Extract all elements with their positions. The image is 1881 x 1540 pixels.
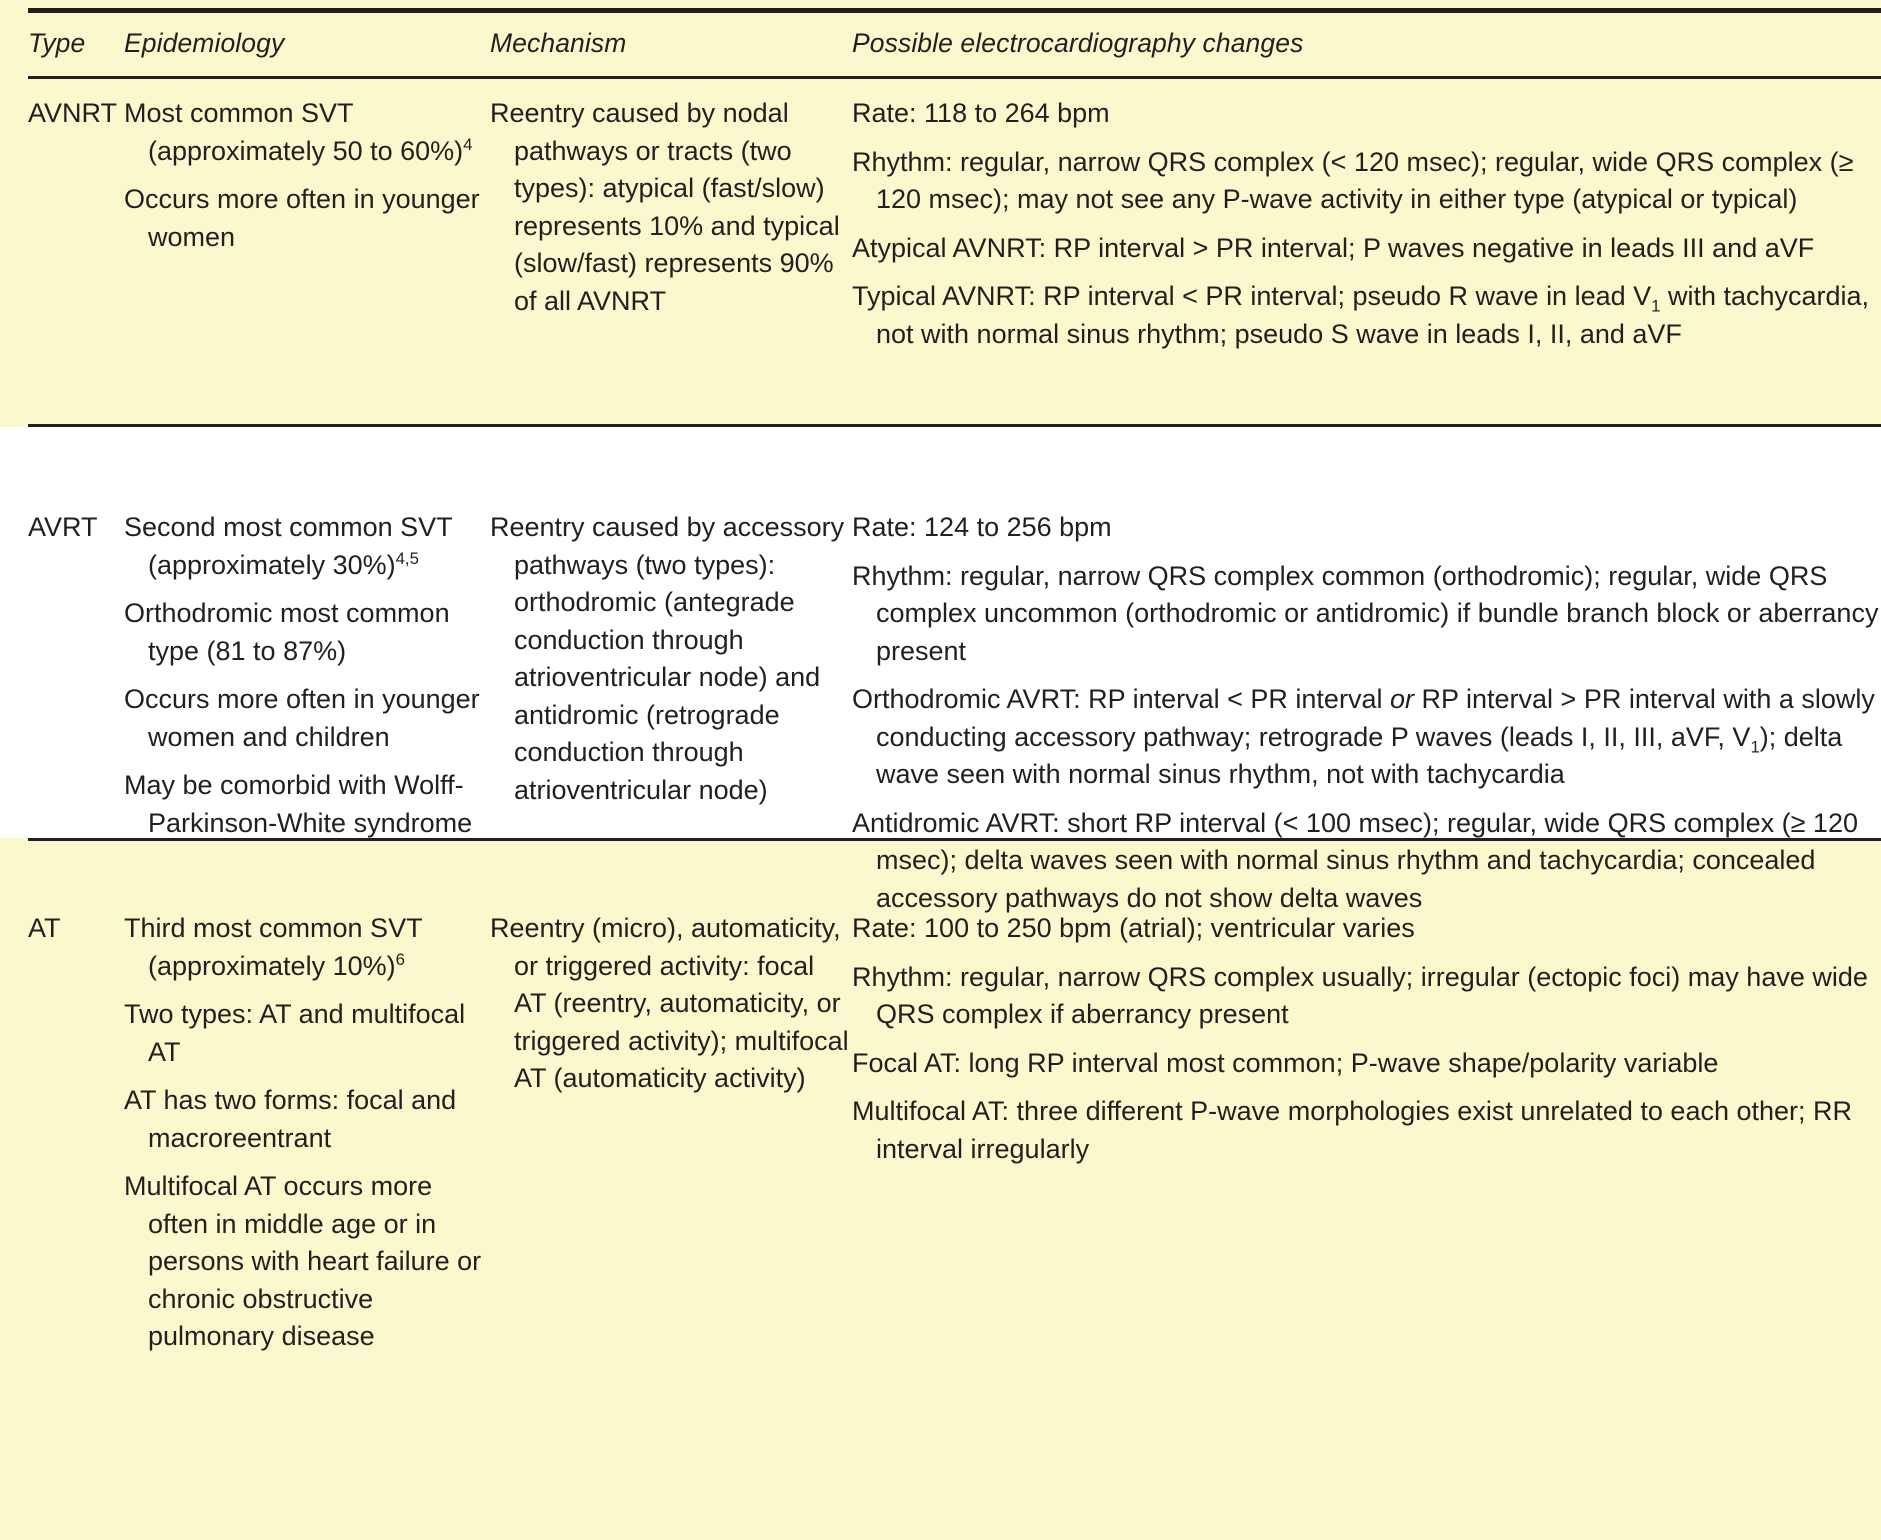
row-type-label: AVRT (28, 512, 98, 542)
row-mechanism (490, 509, 852, 917)
ecg-item: Rhythm: regular, narrow QRS complex common (orthodromic); regular, wide QRS complex uncommon (orthodromic or antidromic) if bundle branch block or aberrancy present (852, 560, 1879, 666)
mechanism-item: Reentry (micro), automaticity, or triggered activity: focal AT (reentry, automaticity, or triggered activity); multifocal AT (automaticity activity) (490, 913, 849, 1093)
ecg-item: Rate: 124 to 256 bpm (852, 512, 1112, 542)
row-ecg-changes (852, 509, 1881, 917)
epidemiology-item: Multifocal AT occurs more often in middle age or in persons with heart failure or chronic obstructive pulmonary disease (124, 1171, 482, 1351)
ecg-item: Rhythm: regular, narrow QRS complex (< 120 msec); regular, wide QRS complex (≥ 120 msec); may not see any P-wave activity in either type (atypical or typical) (852, 146, 1854, 214)
epidemiology-item: Orthodromic most common type (81 to 87%) (124, 598, 450, 666)
row-mechanism (490, 910, 852, 1356)
row-divider-1 (28, 424, 1881, 427)
epidemiology-item: Occurs more often in younger women and children (124, 684, 480, 752)
column-header-ecg-changes: Possible electrocardiography changes (852, 28, 1304, 58)
row-ecg-changes (852, 910, 1881, 1356)
epidemiology-item: May be comorbid with Wolff-Parkinson-White syndrome (124, 770, 473, 838)
reference-marker: 4 (463, 134, 473, 154)
column-header-mechanism: Mechanism (490, 28, 627, 58)
epidemiology-item: AT has two forms: focal and macroreentrant (124, 1085, 457, 1153)
row-epidemiology (124, 509, 490, 917)
ecg-item: Typical AVNRT: RP interval < PR interval; pseudo R wave in lead $V_1$ with tachycardia, not with normal sinus rhythm; pseudo S wave in leads I, II, and aVF (852, 281, 1870, 349)
table-top-rule (28, 8, 1881, 13)
lead-subscript: 1 (1750, 736, 1760, 756)
row-mechanism (490, 95, 852, 353)
row-type-label: AT (28, 913, 61, 943)
reference-marker: 4,5 (395, 548, 419, 568)
row-divider-2 (28, 838, 1881, 841)
epidemiology-item: Occurs more often in younger women (124, 184, 480, 252)
column-header-epidemiology: Epidemiology (124, 28, 285, 58)
epidemiology-item: Third most common SVT (approximately 10%)$^6$ (124, 913, 423, 981)
ecg-item: Antidromic AVRT: short RP interval (< 100 msec); regular, wide QRS complex (≥ 120 msec); delta waves seen with normal sinus rhythm and tachycardia; concealed accessory pathways do not show delta waves (852, 807, 1858, 913)
header-bottom-rule (28, 76, 1881, 79)
mechanism-item: Reentry caused by nodal pathways or tracts (two types): atypical (fast/slow) represents 10% and typical (slow/fast) represents 90% of all AVNRT (490, 98, 840, 316)
ecg-item: Multifocal AT: three different P-wave morphologies exist unrelated to each other; RR interval irregularly (852, 1096, 1853, 1164)
row-epidemiology (124, 910, 490, 1356)
row-type-label: AVNRT (28, 98, 118, 128)
epidemiology-item: Second most common SVT (approximately 30%)$^{4,5}$ (124, 512, 453, 580)
ecg-item: Rate: 100 to 250 bpm (atrial); ventricular varies (852, 913, 1415, 943)
epidemiology-item: Two types: AT and multifocal AT (124, 999, 466, 1067)
ecg-item: Atypical AVNRT: RP interval > PR interval; P waves negative in leads III and aVF (852, 232, 1815, 263)
lead-subscript: 1 (1651, 296, 1661, 316)
column-header-type: Type (28, 28, 86, 58)
epidemiology-item: Most common SVT (approximately 50 to 60%)$^4$ (124, 98, 473, 166)
table-row (0, 910, 1881, 1356)
ecg-item: Orthodromic AVRT: RP interval < PR interval or RP interval > PR interval with a slowly conducting accessory pathway; retrograde P waves (leads I, II, III, aVF, $V_1$); delta wave seen with normal sinus rhythm, not with tachycardia (852, 684, 1875, 789)
row-ecg-changes (852, 95, 1881, 353)
mechanism-item: Reentry caused by accessory pathways (two types): orthodromic (antegrade conduction through atrioventricular node) and antidromic (retrograde conduction through atrioventricular node) (490, 512, 845, 805)
ecg-item: Focal AT: long RP interval most common; P-wave shape/polarity variable (852, 1047, 1719, 1078)
emphasis-or: or (1389, 684, 1414, 714)
ecg-item: Rhythm: regular, narrow QRS complex usually; irregular (ectopic foci) may have wide QRS complex if aberrancy present (852, 961, 1868, 1029)
ecg-item: Rate: 118 to 264 bpm (852, 98, 1110, 128)
row-epidemiology (124, 95, 490, 353)
table-row (0, 95, 1881, 353)
reference-marker: 6 (395, 949, 405, 969)
table-header-row (0, 26, 1881, 60)
table-row (0, 509, 1881, 917)
